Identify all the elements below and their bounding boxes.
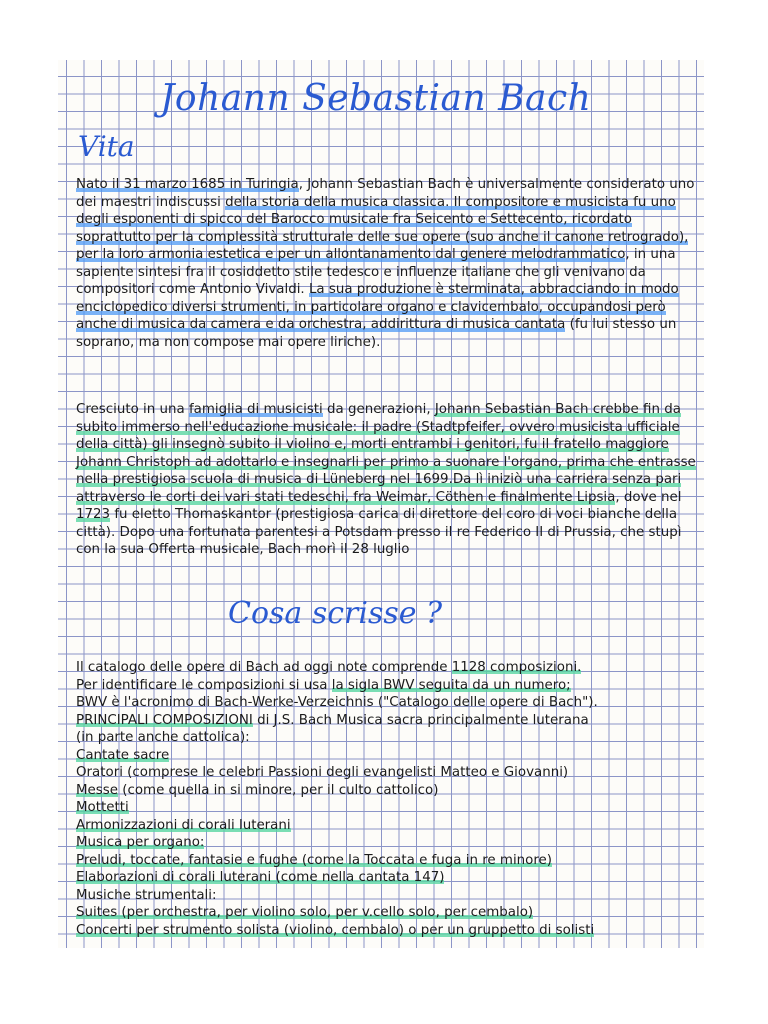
highlighted-text: La sua produzione è sterminata, abbracciando in modo enciclopedico diversi strumenti, in particolare organo e clavicembalo, occupandosi però anche di musica da camera e da orchestra, addirittura di musica cantata [76, 282, 679, 332]
body-text: (fu lui stesso un soprano, ma non compose mai opere liriche). [76, 317, 677, 350]
catalog-item [76, 817, 704, 835]
page-title: Johann Sebastian Bach [160, 78, 592, 119]
page-margin-right [704, 0, 768, 1024]
body-text: da generazioni, [322, 402, 435, 417]
body-text: (in parte anche cattolica): [76, 730, 250, 745]
catalog-item [76, 764, 704, 782]
highlighted-text: Messe [76, 782, 118, 798]
highlighted-text: Preludi, toccate, fantasie e fughe (come la Toccata e fuga in re minore) [76, 852, 553, 868]
highlighted-text: Elaborazioni di corali luterani (come nella cantata 147) [76, 870, 445, 885]
body-text: , Johann Sebastian Bach è universalmente considerato uno dei maestri indiscussi [76, 177, 695, 210]
highlighted-text: 1128 composizioni. [451, 660, 582, 675]
catalog-item [76, 782, 704, 800]
works-catalog [76, 659, 704, 939]
biography-paragraph-1 [76, 176, 700, 351]
body-text: Cresciuto in una [76, 402, 189, 417]
catalog-line [76, 694, 704, 712]
highlighted-text: Johann Sebastian Bach crebbe fin da subito immerso nell'educazione musicale: il padre (Stadtpfeifer, ovvero musicista ufficiale della città) gli insegnò subito il violino e, morti entrambi i genitori, fu il fratello maggiore Johann Christoph ad adottarlo e insegnarli per primo a suonare l'organo, prima che entrasse nella prestigiosa scuola di musica di Lüneberg nel 1699.Da lì iniziò una carriera senza pari attraverso le corti dei vari stati tedeschi, fra Weimar, Cöthen e finalmente Lipsia [76, 402, 696, 505]
catalog-line [76, 729, 704, 747]
body-text: Musiche strumentali: [76, 887, 217, 903]
page-margin-top [0, 0, 768, 60]
page-margin-left [0, 0, 58, 1024]
catalog-line [76, 659, 704, 677]
highlighted-text: Musica per organo: [76, 835, 205, 850]
catalog-item [76, 799, 704, 817]
section-heading-vita: Vita [78, 130, 135, 163]
body-text: , in una sapiente sintesi fra il cosiddetto stile tedesco e influenze italiane che gli venivano da compositori come Antonio Vivaldi. [76, 247, 676, 297]
catalog-line [76, 677, 704, 695]
highlighted-text: la sigla BWV seguita da un numero; [331, 677, 571, 693]
body-text: , dove nel [615, 489, 682, 505]
body-text: Oratori (comprese le celebri Passioni degli evangelisti Matteo e Giovanni) [76, 765, 569, 780]
catalog-item [76, 834, 704, 852]
highlighted-text: Cantate sacre [76, 747, 170, 763]
body-text: fu eletto Thomaskantor (prestigiosa carica di direttore del coro di voci bianche della città). Dopo una fortunata parentesi a Potsdam presso il re Federico II di Prussia, che stupì con la sua Offerta musicale, Bach morì il 28 luglio [76, 507, 682, 557]
highlighted-text: 1723 [76, 507, 111, 522]
page-margin-bottom [0, 948, 768, 1024]
catalog-item [76, 869, 704, 887]
catalog-item [76, 904, 704, 922]
highlighted-text: Mottetti [76, 800, 129, 815]
highlighted-text: PRINCIPALI COMPOSIZIONI [76, 712, 253, 728]
highlighted-text: della storia della musica classica. Il compositore e musicista fu uno degli esponenti di spicco del Barocco musicale fra Seicento e Settecento, ricordato soprattutto per la complessità strutturale delle sue opere (suo anche il canone retrogrado), per la loro armonia estetica e per un allontanamento dal genere melodrammatico [76, 194, 689, 262]
body-text: (come quella in si minore, per il culto cattolico) [117, 782, 439, 798]
catalog-line [76, 712, 704, 730]
highlighted-text: Concerti per strumento solista (violino, cembalo) o per un gruppetto di solisti [76, 922, 595, 938]
highlighted-text: Armonizzazioni di corali luterani [76, 817, 291, 833]
section-heading-cosa-scrisse: Cosa scrisse ? [228, 596, 443, 631]
highlighted-text: famiglia di musicisti [188, 402, 323, 417]
catalog-item [76, 922, 704, 940]
catalog-item [76, 852, 704, 870]
biography-paragraph-2 [76, 401, 700, 559]
catalog-item [76, 747, 704, 765]
catalog-item [76, 887, 704, 905]
body-text: Per identificare le composizioni si usa [76, 677, 332, 693]
body-text: di J.S. Bach Musica sacra principalmente luterana [252, 712, 589, 728]
highlighted-text: Nato il 31 marzo 1685 in Turingia [76, 177, 299, 192]
highlighted-text: Suites (per orchestra, per violino solo, per v.cello solo, per cembalo) [76, 905, 534, 920]
body-text: BWV è l'acronimo di Bach-Werke-Verzeichnis ("Catalogo delle opere di Bach"). [76, 695, 598, 710]
body-text: Il catalogo delle opere di Bach ad oggi note comprende [76, 660, 452, 675]
